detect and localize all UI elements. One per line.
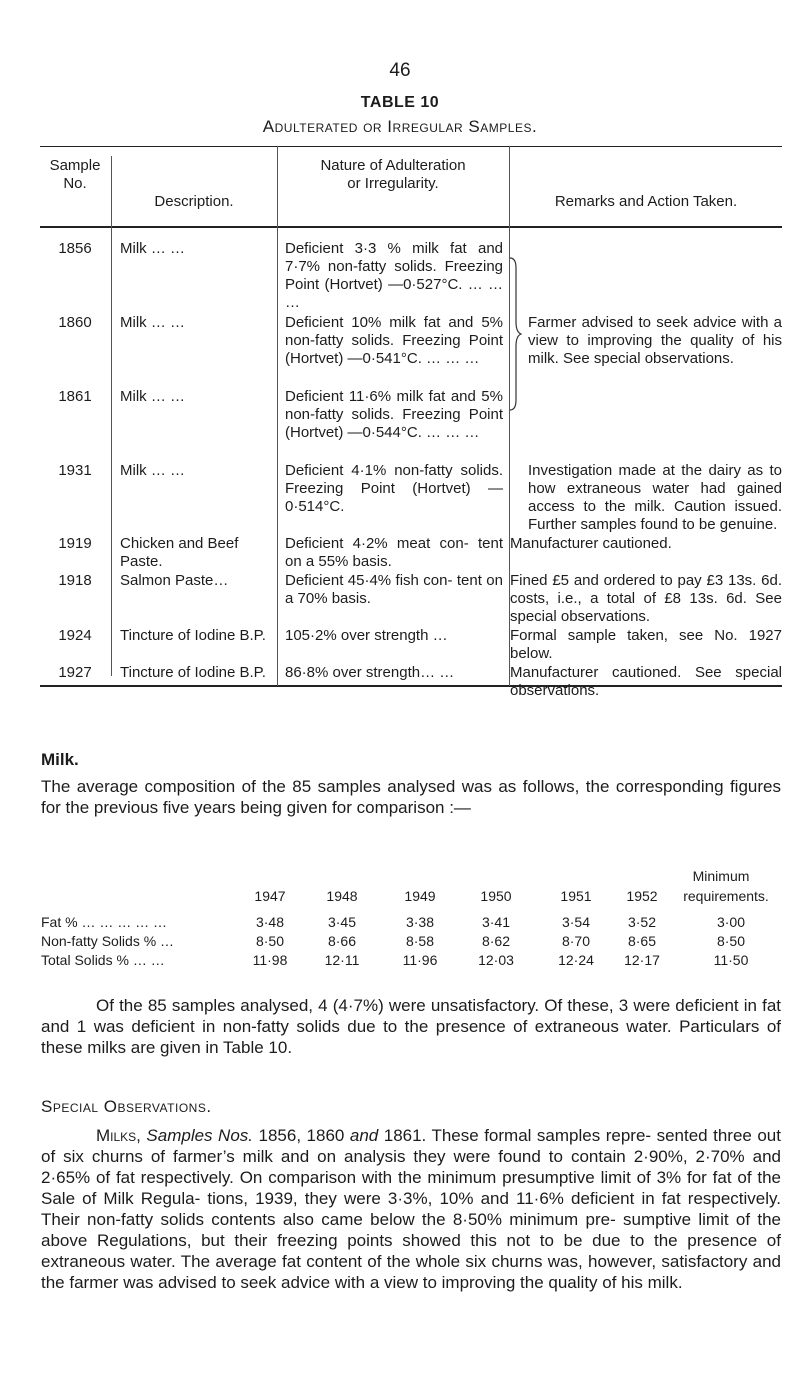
row-description: Salmon Paste… bbox=[120, 572, 229, 589]
year-header: 1950 bbox=[480, 888, 512, 904]
row-description: Milk … … bbox=[120, 240, 185, 257]
row-nature: Deficient 10% milk fat and 5% non-fatty solids. Freezing Point (Hortvet) —0·541°C. … … … bbox=[285, 314, 503, 367]
composition-table bbox=[41, 868, 783, 968]
special-observations-body: These formal samples repre- sented three out of six churns of farmer’s milk and on analysis they were found to contain 2·90%, 2·70% and 2·65% of fat respectively. On comparison with the minimum presumptive limit of 3% for fat of the Sale of Milk Regula- tions, 1939, they were 3·3%, 10% and 11·6% deficient in fat respectively. Their non-fatty solids contents also came below the 8·50% minimum pre- sumptive limit of the above Regulations, but their freezing points showed this not to be due to the presence of extraneous water. The average fat content of the whole six churns was, however, satisfactory and the farmer was advised to seek advice with a view to improving the quality of his milk. bbox=[41, 1126, 781, 1292]
special-observations-paragraph bbox=[41, 1125, 781, 1293]
composition-value: 3·48 bbox=[255, 914, 285, 930]
row-remarks: Investigation made at the dairy as to how extraneous water had gained access to the milk. Caution issued. Further samples found to be genuine. bbox=[528, 462, 782, 533]
table-top-rule bbox=[40, 146, 782, 147]
composition-value: 12·11 bbox=[324, 952, 360, 968]
header-nature-line-1: Nature of Adulteration bbox=[320, 157, 466, 174]
composition-value: 8·50 bbox=[255, 933, 285, 949]
row-description: Milk … … bbox=[120, 388, 185, 405]
composition-value: 12·24 bbox=[558, 952, 594, 968]
composition-value: 3·52 bbox=[627, 914, 657, 930]
header-nature-line-2: or Irregularity. bbox=[347, 175, 439, 192]
composition-value: 12·03 bbox=[478, 952, 514, 968]
composition-value: 3·41 bbox=[481, 914, 511, 930]
composition-value: 3·54 bbox=[561, 914, 591, 930]
header-sample-line-1: Sample bbox=[49, 157, 101, 174]
and-word: and bbox=[349, 1126, 379, 1145]
milk-summary-paragraph: Of the 85 samples analysed, 4 (4·7%) were unsatisfactory. Of these, 3 were deficient in fat and 1 was deficient in non-fatty solids due to the presence of extraneous water. Particulars of these milks are given in Table 10. bbox=[41, 996, 781, 1057]
row-remarks: Fined £5 and ordered to pay £3 13s. 6d. costs, i.e., a total of £8 13s. 6d. See special observations. bbox=[510, 572, 782, 625]
samples-numbers-b: 1861. bbox=[383, 1126, 427, 1145]
column-divider bbox=[277, 146, 278, 686]
row-nature: Deficient 45·4% fish con- tent on a 70% basis. bbox=[285, 572, 503, 607]
composition-row-label: Non-fatty Solids % … bbox=[41, 933, 175, 949]
min-header-line-1: Minimum bbox=[692, 868, 750, 884]
header-sample-no bbox=[40, 157, 110, 193]
adulterated-samples-table bbox=[40, 146, 782, 686]
composition-value: 11·98 bbox=[252, 952, 288, 968]
row-sample-no: 1918 bbox=[58, 572, 92, 589]
samples-label: Samples Nos. bbox=[146, 1126, 253, 1145]
year-header: 1947 bbox=[254, 888, 286, 904]
header-nature bbox=[278, 157, 508, 193]
composition-minimum: 3·00 bbox=[716, 914, 746, 930]
composition-value: 8·58 bbox=[405, 933, 435, 949]
special-observations-heading: Special Observations. bbox=[41, 1097, 212, 1116]
composition-value: 8·62 bbox=[481, 933, 511, 949]
table-header-rule bbox=[40, 226, 782, 228]
milk-heading: Milk. bbox=[41, 750, 79, 769]
row-sample-no: 1860 bbox=[58, 314, 92, 331]
header-remarks: Remarks and Action Taken. bbox=[554, 193, 738, 210]
row-sample-no: 1919 bbox=[58, 535, 92, 552]
milk-intro-paragraph: The average composition of the 85 samples analysed was as follows, the corresponding figures for the previous five years being given for comparison :— bbox=[41, 777, 781, 817]
composition-value: 3·45 bbox=[327, 914, 357, 930]
column-divider bbox=[111, 156, 112, 676]
row-nature: 86·8% over strength… … bbox=[285, 664, 455, 681]
composition-value: 8·65 bbox=[627, 933, 657, 949]
year-header: 1952 bbox=[626, 888, 658, 904]
composition-value: 8·66 bbox=[327, 933, 357, 949]
page-number: 46 bbox=[389, 60, 411, 81]
grouping-brace bbox=[508, 256, 522, 412]
row-sample-no: 1861 bbox=[58, 388, 92, 405]
year-header: 1949 bbox=[404, 888, 436, 904]
row-nature: Deficient 11·6% milk fat and 5% non-fatty solids. Freezing Point (Hortvet) —0·544°C. … … … bbox=[285, 388, 503, 441]
row-nature: Deficient 3·3 % milk fat and 7·7% non-fatty solids. Freezing Point (Hortvet) —0·527°C. … … … bbox=[285, 240, 503, 311]
samples-numbers-a: 1856, 1860 bbox=[258, 1126, 345, 1145]
year-header: 1951 bbox=[560, 888, 592, 904]
row-remarks: Manufacturer cautioned. See special observations. bbox=[510, 664, 782, 699]
milks-lead: Milks, bbox=[96, 1126, 141, 1145]
composition-value: 11·96 bbox=[402, 952, 438, 968]
row-remarks: Farmer advised to seek advice with a view to improving the quality of his milk. See special observations. bbox=[528, 314, 782, 367]
row-description: Milk … … bbox=[120, 314, 185, 331]
composition-value: 3·38 bbox=[405, 914, 435, 930]
row-remarks: Manufacturer cautioned. bbox=[510, 535, 672, 552]
row-sample-no: 1931 bbox=[58, 462, 92, 479]
composition-row-label: Fat % … … … … … bbox=[41, 914, 168, 930]
row-sample-no: 1856 bbox=[58, 240, 92, 257]
min-header-line-2: requirements. bbox=[683, 888, 769, 904]
row-nature: Deficient 4·1% non-fatty solids. Freezing Point (Hortvet) —0·514°C. bbox=[285, 462, 503, 515]
row-description: Chicken and Beef Paste. bbox=[120, 535, 239, 570]
composition-value: 12·17 bbox=[624, 952, 660, 968]
composition-row-label: Total Solids % … … bbox=[41, 952, 165, 968]
composition-value: 8·70 bbox=[561, 933, 591, 949]
table-title: TABLE 10 bbox=[360, 94, 440, 111]
table-subtitle: Adulterated or Irregular Samples. bbox=[262, 117, 538, 136]
row-sample-no: 1927 bbox=[58, 664, 92, 681]
composition-minimum: 11·50 bbox=[713, 952, 749, 968]
header-description: Description. bbox=[154, 193, 234, 210]
row-description: Tincture of Iodine B.P. bbox=[120, 627, 266, 644]
composition-minimum: 8·50 bbox=[716, 933, 746, 949]
year-header: 1948 bbox=[326, 888, 358, 904]
row-remarks: Formal sample taken, see No. 1927 below. bbox=[510, 627, 782, 662]
row-nature: 105·2% over strength … bbox=[285, 627, 448, 644]
row-description: Milk … … bbox=[120, 462, 185, 479]
row-description: Tincture of Iodine B.P. bbox=[120, 664, 266, 681]
row-sample-no: 1924 bbox=[58, 627, 92, 644]
row-nature: Deficient 4·2% meat con- tent on a 55% basis. bbox=[285, 535, 503, 570]
header-sample-line-2: No. bbox=[63, 175, 87, 192]
